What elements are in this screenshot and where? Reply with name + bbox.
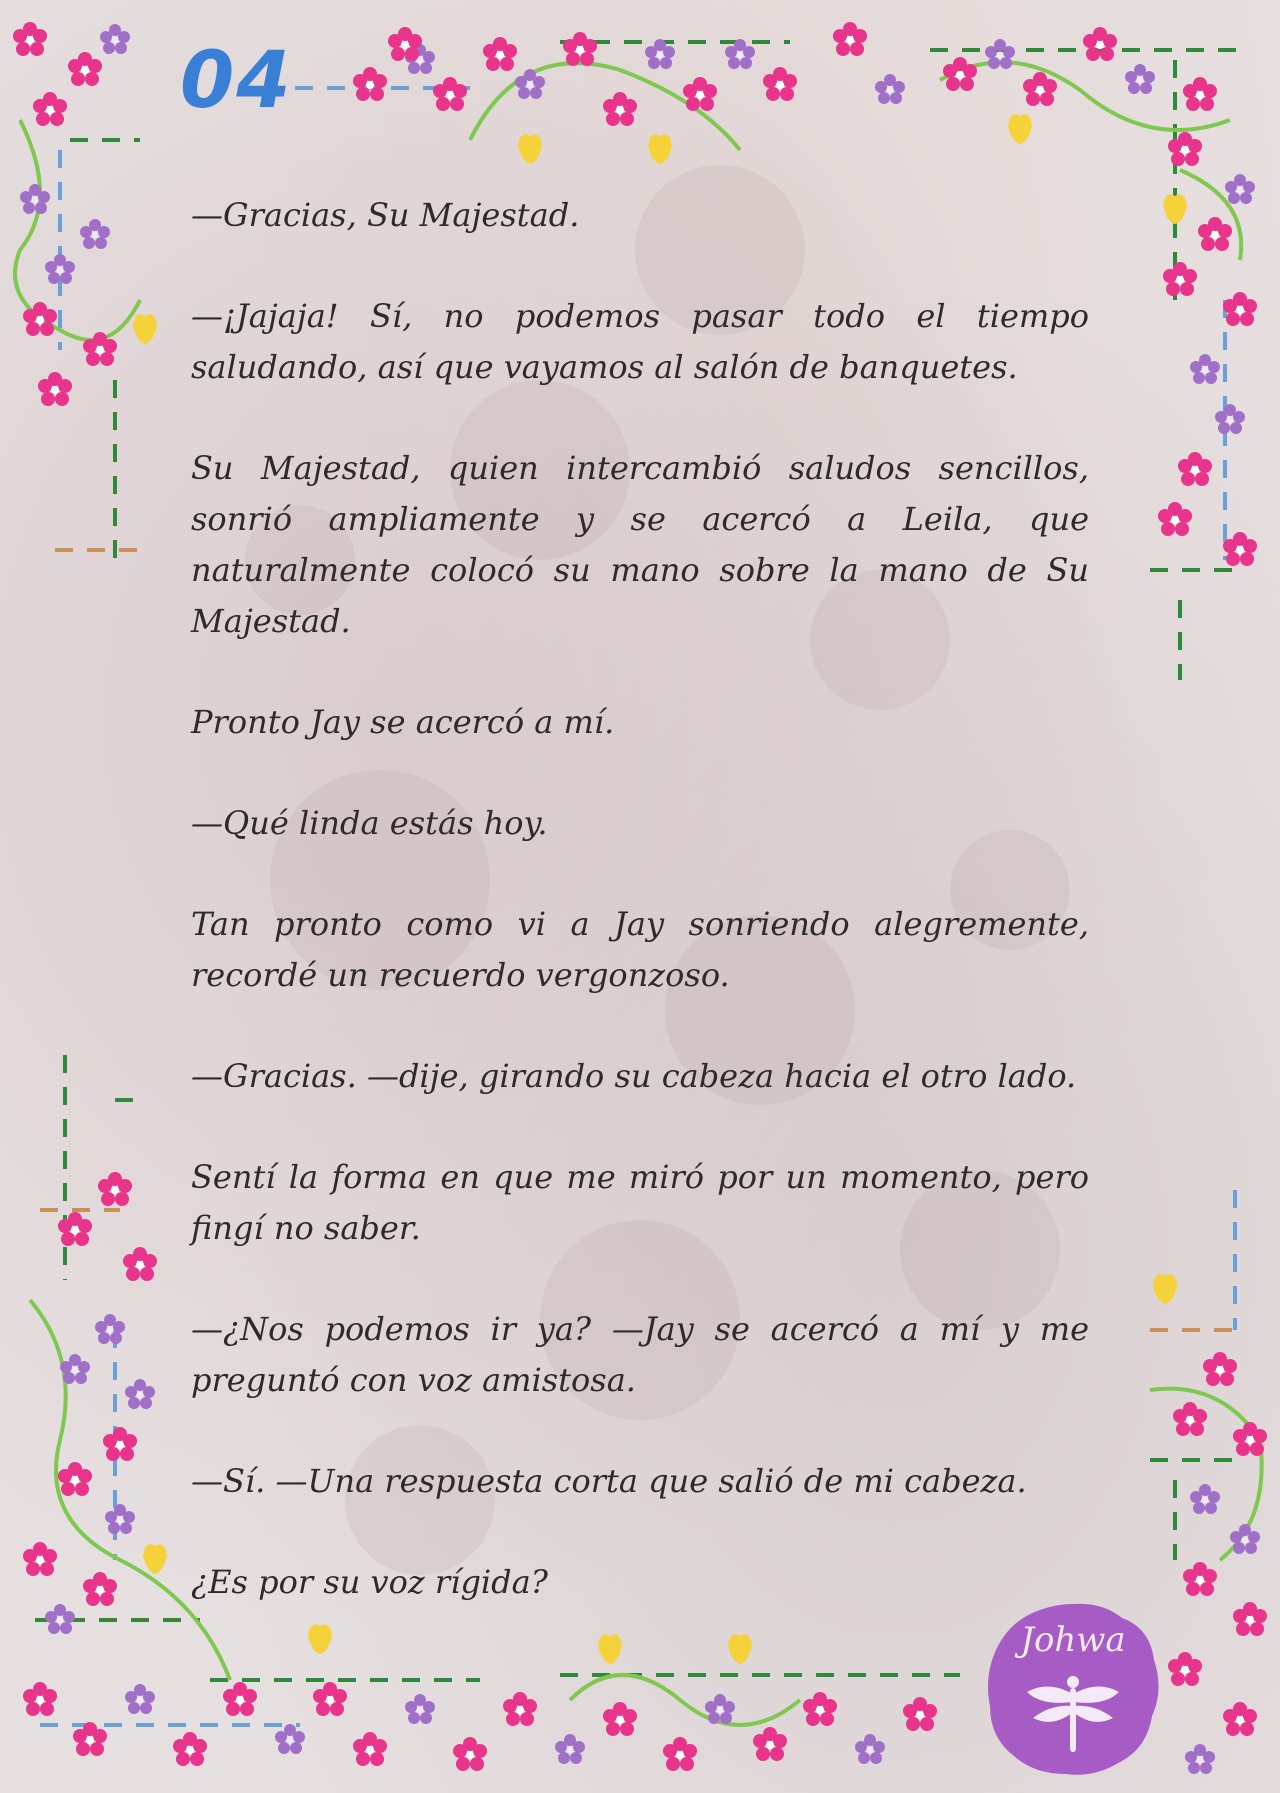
paragraph: —Gracias, Su Majestad. xyxy=(191,196,580,234)
paragraph: Pronto Jay se acercó a mí. xyxy=(191,703,615,741)
paragraph: —Qué linda estás hoy. xyxy=(191,804,548,842)
paragraph: —Gracias. —dije, girando su cabeza hacia el otro lado. xyxy=(191,1057,1077,1095)
johwa-logo xyxy=(982,1598,1164,1780)
paragraph: Tan pronto como vi a Jay sonriendo alegremente, recordé un recuerdo vergonzoso. xyxy=(191,905,1089,994)
page-number: 04 xyxy=(180,36,293,126)
paragraph: Sentí la forma en que me miró por un momento, pero fingí no saber. xyxy=(191,1158,1089,1247)
paragraph: Su Majestad, quien intercambió saludos sencillos, sonrió ampliamente y se acercó a Leila, que naturalmente colocó su mano sobre la mano de Su Majestad. xyxy=(191,449,1089,640)
logo-text: Johwa xyxy=(1020,1620,1126,1660)
paragraph: —¿Nos podemos ir ya? —Jay se acercó a mí y me preguntó con voz amistosa. xyxy=(191,1310,1089,1399)
dragonfly-icon xyxy=(1023,1668,1123,1758)
story-text xyxy=(191,190,1089,1658)
paragraph: —Sí. —Una respuesta corta que salió de mi cabeza. xyxy=(191,1462,1027,1500)
paragraph: —¡Jajaja! Sí, no podemos pasar todo el tiempo saludando, así que vayamos al salón de banquetes. xyxy=(191,297,1089,386)
paragraph: ¿Es por su voz rígida? xyxy=(191,1563,548,1601)
